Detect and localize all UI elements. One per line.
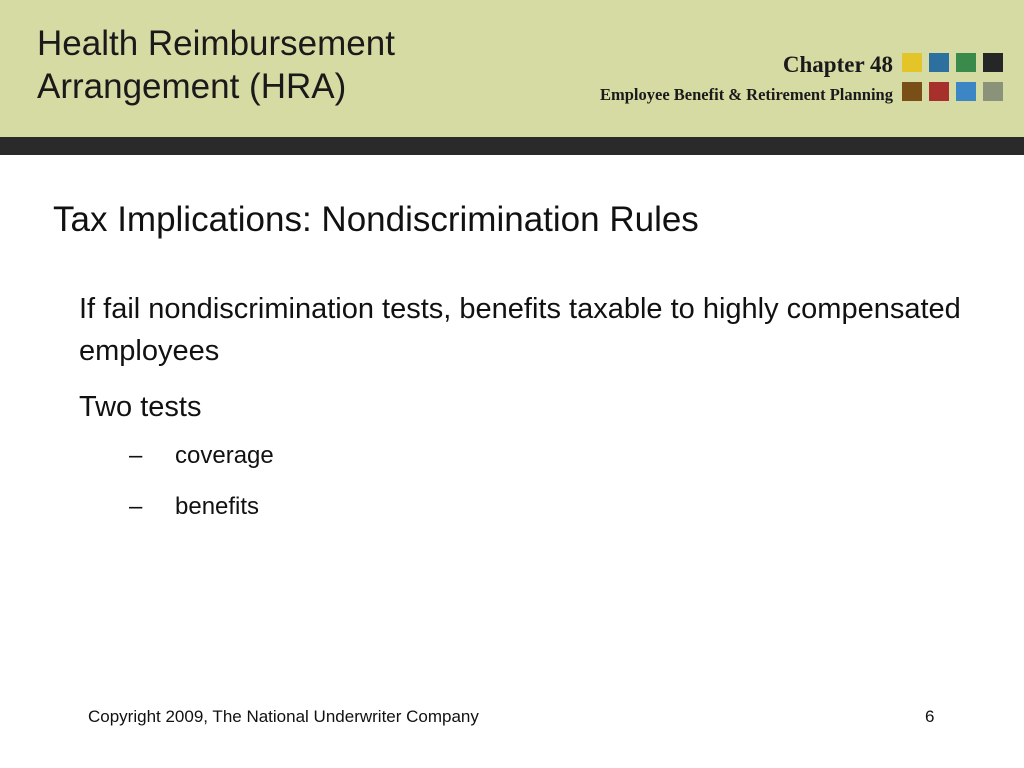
swatch-light-blue — [956, 82, 976, 101]
sub-bullet-item — [79, 442, 979, 493]
color-swatch-logo — [902, 53, 1004, 101]
swatch-brown — [902, 82, 922, 101]
swatch-yellow — [902, 53, 922, 72]
bullet-item-two-tests: Two tests — [79, 391, 202, 423]
swatch-green — [956, 53, 976, 72]
page-number: 6 — [925, 707, 935, 726]
sub-bullet-item — [79, 493, 979, 544]
dash-marker: – — [129, 493, 143, 520]
header-band — [0, 0, 1024, 137]
dash-marker: – — [129, 442, 143, 469]
sub-bullet-label: coverage — [175, 442, 274, 469]
slide-heading: Tax Implications: Nondiscrimination Rules — [53, 200, 699, 239]
slide-title — [37, 22, 395, 108]
swatch-gray — [983, 82, 1003, 101]
bullet-item-taxability: If fail nondiscrimination tests, benefits taxable to highly compensated employees — [79, 293, 961, 367]
slide-title-line-1: Health Reimbursement — [37, 24, 395, 63]
swatch-black — [983, 53, 1003, 72]
book-title: Employee Benefit & Retirement Planning — [600, 85, 893, 104]
slide-title-line-2: Arrangement (HRA) — [37, 67, 347, 106]
header-divider-bar — [0, 137, 1024, 155]
sub-bullet-label: benefits — [175, 493, 260, 520]
swatch-blue — [929, 53, 949, 72]
swatch-red — [929, 82, 949, 101]
bullet-list — [79, 288, 979, 544]
sub-bullet-list — [79, 442, 979, 544]
footer-copyright: Copyright 2009, The National Underwriter Company — [88, 707, 479, 726]
chapter-label: Chapter 48 — [782, 52, 893, 77]
